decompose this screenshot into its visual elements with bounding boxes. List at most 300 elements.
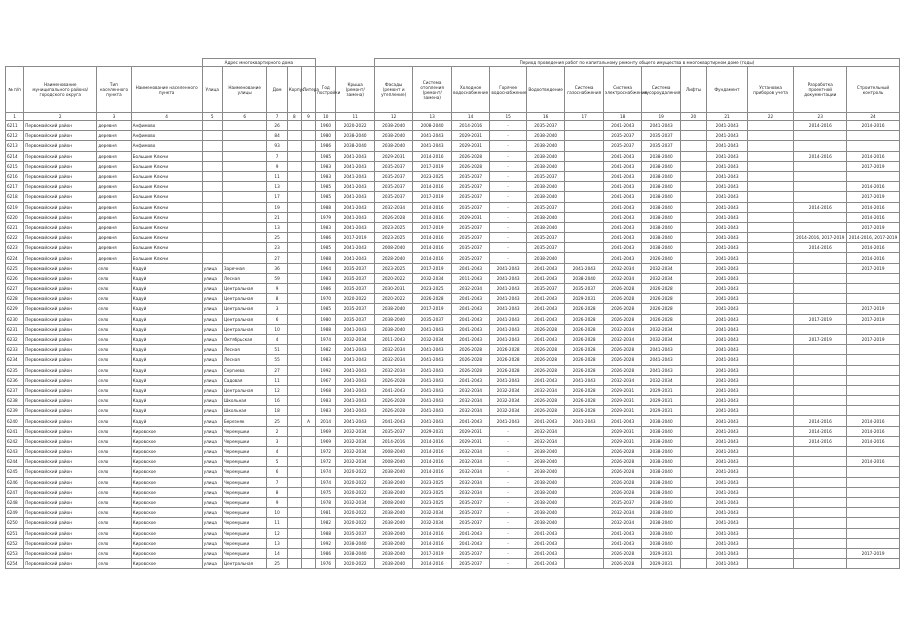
table-cell: Черемушки [222, 436, 267, 446]
table-cell [747, 182, 794, 192]
column-number: 7 [267, 113, 287, 121]
table-cell: Первомайский район [24, 141, 97, 151]
table-cell: - [490, 151, 526, 161]
table-cell: Кадуй [131, 314, 202, 324]
table-cell: 1974 [316, 334, 336, 344]
table-cell: 11 [267, 375, 287, 385]
table-cell [301, 447, 315, 457]
table-cell [301, 233, 315, 243]
table-cell [794, 406, 847, 416]
table-cell [301, 222, 315, 232]
table-cell [287, 192, 301, 202]
table-cell: 2026-2028 [603, 294, 642, 304]
table-cell: 2041-2043 [642, 365, 681, 375]
table-cell: 2041-2043 [526, 528, 565, 538]
table-cell: Первомайский район [24, 171, 97, 181]
table-cell [747, 121, 794, 131]
table-cell: 2041-2043 [490, 304, 526, 314]
table-cell: Центральная [222, 559, 267, 569]
table-cell: 2035-2037 [526, 202, 565, 212]
table-cell: 2041-2043 [413, 141, 452, 151]
table-cell: 2041-2043 [603, 233, 642, 243]
table-cell: село [97, 477, 131, 487]
table-cell: 21 [267, 212, 287, 222]
table-cell [847, 141, 900, 151]
table-cell: село [97, 375, 131, 385]
table-cell: 2032-2034 [336, 426, 375, 436]
column-header: Система мусороудаления [642, 67, 681, 113]
table-cell [287, 161, 301, 171]
table-cell: 2026-2028 [374, 375, 413, 385]
table-cell: - [490, 538, 526, 548]
table-cell: Первомайский район [24, 518, 97, 528]
table-cell: 1988 [316, 528, 336, 538]
table-cell: 2041-2043 [490, 294, 526, 304]
table-cell: 2038-2040 [526, 497, 565, 507]
table-cell: 2038-2040 [526, 161, 565, 171]
table-cell: 2041-2043 [707, 253, 748, 263]
table-cell: 2041-2043 [603, 538, 642, 548]
table-cell [301, 202, 315, 212]
table-cell [680, 406, 706, 416]
table-cell: 2038-2040 [642, 182, 681, 192]
table-cell: 2014-2016 [794, 121, 847, 131]
table-cell: улица [202, 406, 222, 416]
table-cell: 2014-2016 [794, 416, 847, 426]
table-cell [680, 375, 706, 385]
table-cell: Большие Ключи [131, 151, 202, 161]
table-cell [301, 263, 315, 273]
table-cell: 2041-2043 [451, 528, 490, 538]
table-cell: село [97, 263, 131, 273]
table-cell: 2014-2016 [413, 253, 452, 263]
table-cell: 2041-2043 [707, 273, 748, 283]
table-cell: улица [202, 396, 222, 406]
table-cell: Большие Ключи [131, 212, 202, 222]
column-header: Литера [301, 67, 315, 113]
table-cell: село [97, 273, 131, 283]
table-cell [747, 447, 794, 457]
table-cell: Кировское [131, 497, 202, 507]
table-cell [794, 345, 847, 355]
table-cell: Первомайский район [24, 334, 97, 344]
table-cell [222, 141, 267, 151]
table-cell: 4 [267, 447, 287, 457]
table-cell: 2026-2028 [642, 294, 681, 304]
table-cell: 2038-2040 [642, 477, 681, 487]
table-cell: 2026-2028 [603, 447, 642, 457]
table-cell: Первомайский район [24, 436, 97, 446]
table-cell [747, 314, 794, 324]
table-cell: 2020-2022 [374, 273, 413, 283]
table-cell: 2032-2034 [603, 508, 642, 518]
table-cell: Кадуй [131, 365, 202, 375]
table-cell: улица [202, 436, 222, 446]
table-cell: Первомайский район [24, 416, 97, 426]
table-cell: Первомайский район [24, 284, 97, 294]
table-cell [202, 243, 222, 253]
table-cell [747, 477, 794, 487]
table-cell: Кадуй [131, 375, 202, 385]
table-cell [565, 243, 604, 253]
table-cell: Кировское [131, 447, 202, 457]
table-cell: - [490, 121, 526, 131]
table-cell: 2041-2043 [707, 538, 748, 548]
table-cell: 2014-2016 [413, 233, 452, 243]
table-cell [301, 171, 315, 181]
table-cell [680, 161, 706, 171]
table-cell [847, 528, 900, 538]
table-cell: Первомайский район [24, 212, 97, 222]
column-number: 3 [97, 113, 131, 121]
table-cell [680, 487, 706, 497]
table-cell [747, 559, 794, 569]
table-cell: 2014-2016 [794, 426, 847, 436]
table-cell: 2035-2037 [374, 171, 413, 181]
table-cell: село [97, 426, 131, 436]
table-cell: 2026-2028 [526, 406, 565, 416]
table-cell [847, 375, 900, 385]
table-cell: 1983 [316, 222, 336, 232]
table-cell: Заречная [222, 263, 267, 273]
table-cell: Центральная [222, 304, 267, 314]
table-cell: 1974 [316, 477, 336, 487]
table-cell [301, 151, 315, 161]
table-cell: 25 [267, 559, 287, 569]
table-cell: 2041-2043 [707, 141, 748, 151]
table-cell: 2014-2016 [374, 436, 413, 446]
table-cell [202, 253, 222, 263]
table-cell: 6243 [6, 447, 24, 457]
table-cell: 2038-2040 [336, 131, 375, 141]
table-cell: 6226 [6, 273, 24, 283]
table-cell: 2041-2043 [490, 284, 526, 294]
column-header: Горячее водоснабжение [490, 67, 526, 113]
table-cell: Большие Ключи [131, 171, 202, 181]
table-cell: 2038-2040 [374, 141, 413, 151]
table-cell: 2026-2028 [603, 284, 642, 294]
table-cell: 6230 [6, 314, 24, 324]
table-cell [287, 508, 301, 518]
table-cell: 2041-2043 [707, 151, 748, 161]
table-cell [680, 548, 706, 558]
table-cell [680, 273, 706, 283]
table-row [6, 457, 900, 467]
table-cell: Анфимово [131, 121, 202, 131]
table-cell [287, 171, 301, 181]
table-cell: 2017-2019 [413, 263, 452, 273]
table-cell [287, 406, 301, 416]
table-cell: 51 [267, 345, 287, 355]
table-cell: село [97, 345, 131, 355]
table-cell: Первомайский район [24, 243, 97, 253]
table-cell: 2035-2037 [603, 141, 642, 151]
table-cell: 1978 [316, 497, 336, 507]
table-cell: 1976 [316, 559, 336, 569]
table-cell [747, 243, 794, 253]
table-cell: 2041-2043 [603, 212, 642, 222]
column-number: 13 [413, 113, 452, 121]
table-cell [847, 396, 900, 406]
table-cell: улица [202, 365, 222, 375]
table-cell: Первомайский район [24, 497, 97, 507]
table-row [6, 212, 900, 222]
table-cell [847, 365, 900, 375]
table-cell: 6218 [6, 192, 24, 202]
table-cell: 6233 [6, 345, 24, 355]
table-cell [301, 385, 315, 395]
table-cell: 6227 [6, 284, 24, 294]
table-cell: 1985 [316, 243, 336, 253]
column-number: 24 [847, 113, 900, 121]
table-cell: Первомайский район [24, 304, 97, 314]
table-cell: Черемушки [222, 457, 267, 467]
table-cell: 2026-2028 [451, 345, 490, 355]
table-cell [847, 467, 900, 477]
table-cell [747, 538, 794, 548]
table-cell: Первомайский район [24, 222, 97, 232]
table-cell: 7 [267, 151, 287, 161]
column-number: 19 [642, 113, 681, 121]
table-cell: 6239 [6, 406, 24, 416]
table-cell: 2032-2034 [642, 324, 681, 334]
table-cell: 2035-2037 [526, 121, 565, 131]
table-cell: 23 [267, 243, 287, 253]
table-cell [202, 212, 222, 222]
table-cell: 2041-2043 [451, 538, 490, 548]
table-cell [301, 528, 315, 538]
table-cell: 2017-2019 [847, 304, 900, 314]
table-cell [680, 457, 706, 467]
table-row [6, 416, 900, 426]
table-row [6, 447, 900, 457]
table-cell [680, 345, 706, 355]
table-cell: 2041-2043 [336, 202, 375, 212]
table-cell: 2035-2037 [526, 243, 565, 253]
table-cell: 6232 [6, 334, 24, 344]
table-cell: Первомайский район [24, 467, 97, 477]
table-cell: село [97, 508, 131, 518]
table-row [6, 365, 900, 375]
table-cell: 2041-2043 [526, 294, 565, 304]
table-cell [565, 497, 604, 507]
table-cell: 2041-2043 [336, 345, 375, 355]
table-cell [301, 548, 315, 558]
table-cell [287, 324, 301, 334]
column-header: Тип населенного пункта [97, 67, 131, 113]
table-cell: село [97, 416, 131, 426]
table-cell: - [490, 559, 526, 569]
table-cell [794, 284, 847, 294]
table-cell: Березняк [222, 416, 267, 426]
table-cell: 2032-2034 [336, 334, 375, 344]
table-cell: 2041-2043 [707, 304, 748, 314]
table-cell: 2038-2040 [642, 426, 681, 436]
table-cell: 2017-2019 [847, 222, 900, 232]
table-cell: Первомайский район [24, 385, 97, 395]
table-cell [287, 304, 301, 314]
column-number: 1 [6, 113, 24, 121]
table-cell: 6244 [6, 457, 24, 467]
table-cell: 2041-2043 [707, 222, 748, 232]
table-cell: 2014-2016 [413, 457, 452, 467]
table-cell: 2041-2043 [336, 324, 375, 334]
table-cell: 84 [267, 131, 287, 141]
column-header: Холодное водоснабжение [451, 67, 490, 113]
table-cell: 2032-2034 [413, 518, 452, 528]
table-cell: 1981 [316, 508, 336, 518]
column-header: Фундамент [707, 67, 748, 113]
table-cell [794, 294, 847, 304]
table-cell: 2035-2037 [603, 131, 642, 141]
table-cell: 2026-2028 [603, 487, 642, 497]
table-cell: 2038-2040 [526, 467, 565, 477]
table-cell [680, 518, 706, 528]
table-cell: 6225 [6, 263, 24, 273]
table-cell [301, 131, 315, 141]
table-cell: 2026-2028 [642, 284, 681, 294]
table-cell [565, 528, 604, 538]
table-cell: Кадуй [131, 273, 202, 283]
table-cell [847, 508, 900, 518]
table-cell: 6229 [6, 304, 24, 314]
table-cell: 2020-2022 [336, 467, 375, 477]
table-cell: Первомайский район [24, 375, 97, 385]
table-cell: 2041-2043 [707, 396, 748, 406]
table-cell [747, 396, 794, 406]
table-cell: 36 [267, 263, 287, 273]
table-cell [680, 304, 706, 314]
table-cell: 1960 [316, 121, 336, 131]
table-cell: 1983 [316, 161, 336, 171]
table-cell [747, 222, 794, 232]
table-cell [794, 192, 847, 202]
table-cell [680, 222, 706, 232]
table-cell: Кадуй [131, 345, 202, 355]
table-cell: 2032-2034 [451, 284, 490, 294]
table-cell [565, 457, 604, 467]
table-cell: 1986 [316, 284, 336, 294]
table-cell: 2041-2043 [336, 151, 375, 161]
table-cell: 2026-2028 [526, 396, 565, 406]
table-cell: 1983 [316, 171, 336, 181]
table-row [6, 222, 900, 232]
table-cell [794, 538, 847, 548]
table-cell [680, 212, 706, 222]
table-cell [301, 365, 315, 375]
table-cell: 2014-2016 [413, 447, 452, 457]
column-header: Дом [267, 67, 287, 113]
table-cell [794, 161, 847, 171]
table-cell: - [490, 171, 526, 181]
table-cell: Лесная [222, 355, 267, 365]
table-cell [747, 202, 794, 212]
table-cell [202, 131, 222, 141]
table-row [6, 202, 900, 212]
table-cell: 2035-2037 [374, 192, 413, 202]
table-cell [747, 365, 794, 375]
table-cell: 6253 [6, 548, 24, 558]
table-cell: 2029-2031 [451, 141, 490, 151]
table-cell: 2020-2022 [336, 477, 375, 487]
table-cell: Кировское [131, 538, 202, 548]
table-cell: 2014-2016 [847, 436, 900, 446]
table-cell [222, 121, 267, 131]
table-cell: - [490, 233, 526, 243]
table-cell: 2008-2040 [374, 457, 413, 467]
table-cell: 2041-2043 [526, 304, 565, 314]
table-cell: 2041-2043 [642, 121, 681, 131]
table-cell [847, 273, 900, 283]
table-cell: 2041-2043 [603, 121, 642, 131]
table-cell: 2041-2043 [707, 518, 748, 528]
table-cell: 2041-2043 [603, 151, 642, 161]
table-row [6, 304, 900, 314]
table-cell: 2026-2028 [603, 457, 642, 467]
table-cell [847, 284, 900, 294]
table-cell: 2014-2016 [413, 559, 452, 569]
table-cell [301, 396, 315, 406]
table-cell: улица [202, 385, 222, 395]
table-cell: 2035-2037 [336, 273, 375, 283]
column-number: 18 [603, 113, 642, 121]
table-cell [847, 406, 900, 416]
table-cell: 2041-2043 [413, 385, 452, 395]
table-cell: 2041-2043 [336, 416, 375, 426]
table-cell: 2023-2025 [374, 263, 413, 273]
table-cell: 27 [267, 365, 287, 375]
table-cell: 2041-2043 [603, 222, 642, 232]
table-cell: Лесная [222, 273, 267, 283]
table-cell: - [490, 467, 526, 477]
table-cell: 2041-2043 [707, 202, 748, 212]
table-row [6, 477, 900, 487]
table-cell: улица [202, 324, 222, 334]
table-cell: Кадуй [131, 334, 202, 344]
table-cell: - [490, 212, 526, 222]
table-cell: 2032-2034 [603, 273, 642, 283]
table-cell [565, 508, 604, 518]
table-cell [565, 182, 604, 192]
table-cell [847, 497, 900, 507]
table-cell: 2026-2028 [603, 365, 642, 375]
table-cell: 6247 [6, 487, 24, 497]
table-cell: Большие Ключи [131, 222, 202, 232]
table-cell: 2041-2043 [603, 253, 642, 263]
table-cell: 2035-2037 [642, 131, 681, 141]
table-cell: село [97, 559, 131, 569]
table-cell: 6252 [6, 538, 24, 548]
table-cell [301, 314, 315, 324]
table-row [6, 375, 900, 385]
table-cell [747, 263, 794, 273]
table-cell: 2041-2043 [707, 416, 748, 426]
table-cell: 2041-2043 [451, 416, 490, 426]
table-cell: 25 [267, 233, 287, 243]
table-cell: 2032-2034 [451, 396, 490, 406]
table-cell [287, 447, 301, 457]
table-cell [794, 396, 847, 406]
table-cell: 2041-2043 [526, 334, 565, 344]
table-cell: Первомайский район [24, 365, 97, 375]
table-row [6, 334, 900, 344]
table-cell [222, 222, 267, 232]
table-cell: 2032-2034 [451, 467, 490, 477]
table-cell: 1985 [316, 304, 336, 314]
table-cell [680, 324, 706, 334]
table-cell [794, 171, 847, 181]
table-cell [680, 436, 706, 446]
